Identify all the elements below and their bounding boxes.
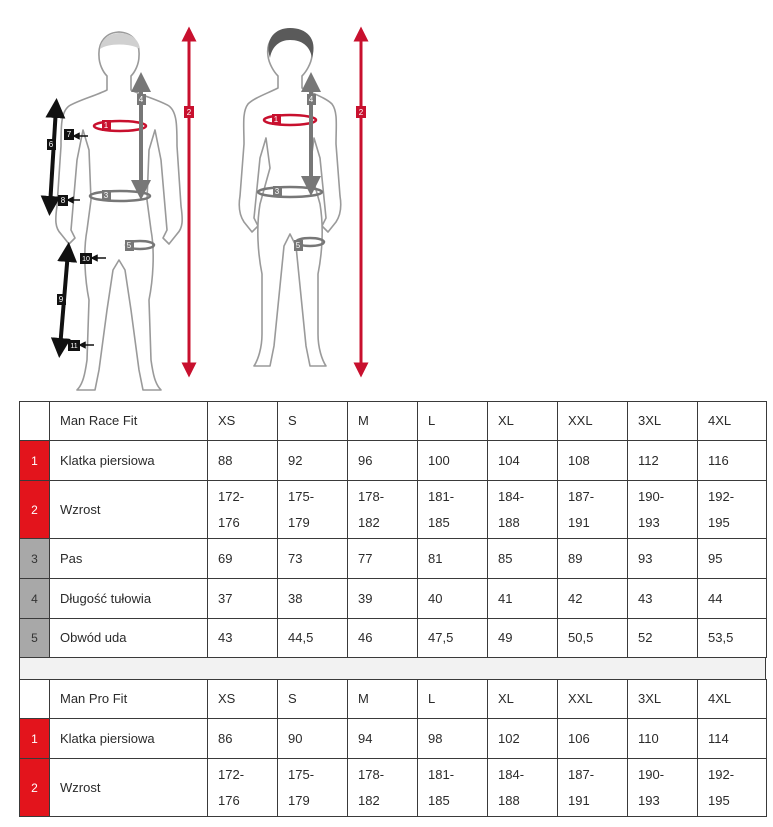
cell-value: 95	[698, 539, 767, 579]
cell-value: 94	[348, 719, 418, 759]
header-num-cell	[20, 680, 50, 719]
table-row	[20, 619, 767, 658]
height-arrow-female	[356, 34, 366, 370]
svg-text:3: 3	[274, 187, 280, 196]
cell-value: 42	[558, 579, 628, 619]
cell-value: 92	[278, 441, 348, 481]
body-measurement-diagram	[0, 0, 773, 395]
cell-value: 178- 182	[348, 759, 418, 817]
cell-value: 37	[208, 579, 278, 619]
cell-value: 172- 176	[208, 759, 278, 817]
cell-value: 47,5	[418, 619, 488, 658]
cell-value: 88	[208, 441, 278, 481]
cell-value: 110	[628, 719, 698, 759]
cell-value: 190- 193	[628, 481, 698, 539]
svg-text:8: 8	[60, 196, 66, 205]
size-header: 3XL	[628, 402, 698, 441]
cell-value: 52	[628, 619, 698, 658]
cell-value: 104	[488, 441, 558, 481]
cell-value: 73	[278, 539, 348, 579]
row-number: 2	[20, 481, 50, 539]
torso-length-female	[307, 82, 316, 186]
cell-value: 44	[698, 579, 767, 619]
size-header: S	[278, 680, 348, 719]
cell-value: 172- 176	[208, 481, 278, 539]
cell-value: 100	[418, 441, 488, 481]
svg-text:3: 3	[103, 191, 109, 200]
row-label: Pas	[50, 539, 208, 579]
size-header: XXL	[558, 680, 628, 719]
table-row	[20, 759, 767, 817]
cell-value: 86	[208, 719, 278, 759]
size-header: XS	[208, 680, 278, 719]
svg-text:9: 9	[58, 295, 64, 304]
svg-text:10: 10	[82, 256, 90, 263]
row-number: 2	[20, 759, 50, 817]
cell-value: 96	[348, 441, 418, 481]
row-number: 5	[20, 619, 50, 658]
cell-value: 187- 191	[558, 481, 628, 539]
size-header: XL	[488, 680, 558, 719]
row-number: 4	[20, 579, 50, 619]
cell-value: 190- 193	[628, 759, 698, 817]
size-header: M	[348, 680, 418, 719]
marker-2-female: 2	[358, 108, 364, 117]
cell-value: 69	[208, 539, 278, 579]
knee-10	[80, 253, 106, 264]
table-row	[20, 481, 767, 539]
cell-value: 85	[488, 539, 558, 579]
table-title: Man Pro Fit	[50, 680, 208, 719]
cell-value: 93	[628, 539, 698, 579]
wrist-8	[58, 195, 80, 206]
cell-value: 38	[278, 579, 348, 619]
row-label: Klatka piersiowa	[50, 719, 208, 759]
table-header-row	[20, 402, 767, 441]
size-header: XL	[488, 402, 558, 441]
row-number: 1	[20, 719, 50, 759]
cell-value: 49	[488, 619, 558, 658]
table-title: Man Race Fit	[50, 402, 208, 441]
size-header: M	[348, 402, 418, 441]
cell-value: 178- 182	[348, 481, 418, 539]
size-header: L	[418, 680, 488, 719]
table-row	[20, 441, 767, 481]
cell-value: 184- 188	[488, 759, 558, 817]
cell-value: 181- 185	[418, 481, 488, 539]
male-figure	[56, 32, 182, 390]
row-label: Obwód uda	[50, 619, 208, 658]
table-header-row	[20, 680, 767, 719]
cell-value: 39	[348, 579, 418, 619]
cell-value: 114	[698, 719, 767, 759]
ankle-11	[68, 340, 94, 351]
chest-measure-female	[264, 114, 316, 125]
svg-text:6: 6	[48, 140, 54, 149]
row-number: 1	[20, 441, 50, 481]
row-label: Klatka piersiowa	[50, 441, 208, 481]
cell-value: 175- 179	[278, 759, 348, 817]
svg-text:4: 4	[308, 95, 314, 104]
size-header: L	[418, 402, 488, 441]
height-arrow-male	[184, 34, 194, 370]
cell-value: 175- 179	[278, 481, 348, 539]
cell-value: 108	[558, 441, 628, 481]
cell-value: 41	[488, 579, 558, 619]
cell-value: 50,5	[558, 619, 628, 658]
size-header: 4XL	[698, 402, 767, 441]
table-row	[20, 719, 767, 759]
cell-value: 184- 188	[488, 481, 558, 539]
cell-value: 192- 195	[698, 759, 767, 817]
size-table-race-fit	[19, 401, 767, 658]
cell-value: 89	[558, 539, 628, 579]
cell-value: 90	[278, 719, 348, 759]
svg-text:11: 11	[70, 343, 78, 350]
cell-value: 116	[698, 441, 767, 481]
table-row	[20, 579, 767, 619]
cell-value: 43	[208, 619, 278, 658]
thigh-measure-female	[294, 238, 324, 251]
torso-length-male	[137, 82, 146, 190]
cell-value: 187- 191	[558, 759, 628, 817]
size-header: XS	[208, 402, 278, 441]
table-separator	[19, 658, 766, 679]
row-number: 3	[20, 539, 50, 579]
cell-value: 46	[348, 619, 418, 658]
cell-value: 44,5	[278, 619, 348, 658]
size-header: 4XL	[698, 680, 767, 719]
svg-text:1: 1	[103, 121, 109, 130]
header-num-cell	[20, 402, 50, 441]
chest-measure-male	[94, 120, 146, 131]
svg-text:7: 7	[66, 130, 72, 139]
cell-value: 40	[418, 579, 488, 619]
svg-text:5: 5	[295, 241, 301, 250]
svg-text:4: 4	[138, 95, 144, 104]
waist-measure-male	[90, 190, 150, 201]
svg-text:5: 5	[126, 241, 132, 250]
size-header: S	[278, 402, 348, 441]
svg-text:1: 1	[273, 115, 279, 124]
size-header: XXL	[558, 402, 628, 441]
size-header: 3XL	[628, 680, 698, 719]
cell-value: 77	[348, 539, 418, 579]
cell-value: 43	[628, 579, 698, 619]
cell-value: 81	[418, 539, 488, 579]
cell-value: 181- 185	[418, 759, 488, 817]
cell-value: 106	[558, 719, 628, 759]
cell-value: 102	[488, 719, 558, 759]
cell-value: 53,5	[698, 619, 767, 658]
row-label: Wzrost	[50, 481, 208, 539]
arm-length-6	[47, 108, 56, 206]
size-table-pro-fit	[19, 679, 767, 817]
cell-value: 98	[418, 719, 488, 759]
cell-value: 112	[628, 441, 698, 481]
table-row	[20, 539, 767, 579]
leg-length-9	[57, 252, 68, 348]
thigh-measure-male	[125, 240, 154, 251]
marker-2: 2	[186, 108, 192, 117]
cell-value: 192- 195	[698, 481, 767, 539]
row-label: Wzrost	[50, 759, 208, 817]
waist-measure-female	[258, 186, 322, 197]
row-label: Długość tułowia	[50, 579, 208, 619]
